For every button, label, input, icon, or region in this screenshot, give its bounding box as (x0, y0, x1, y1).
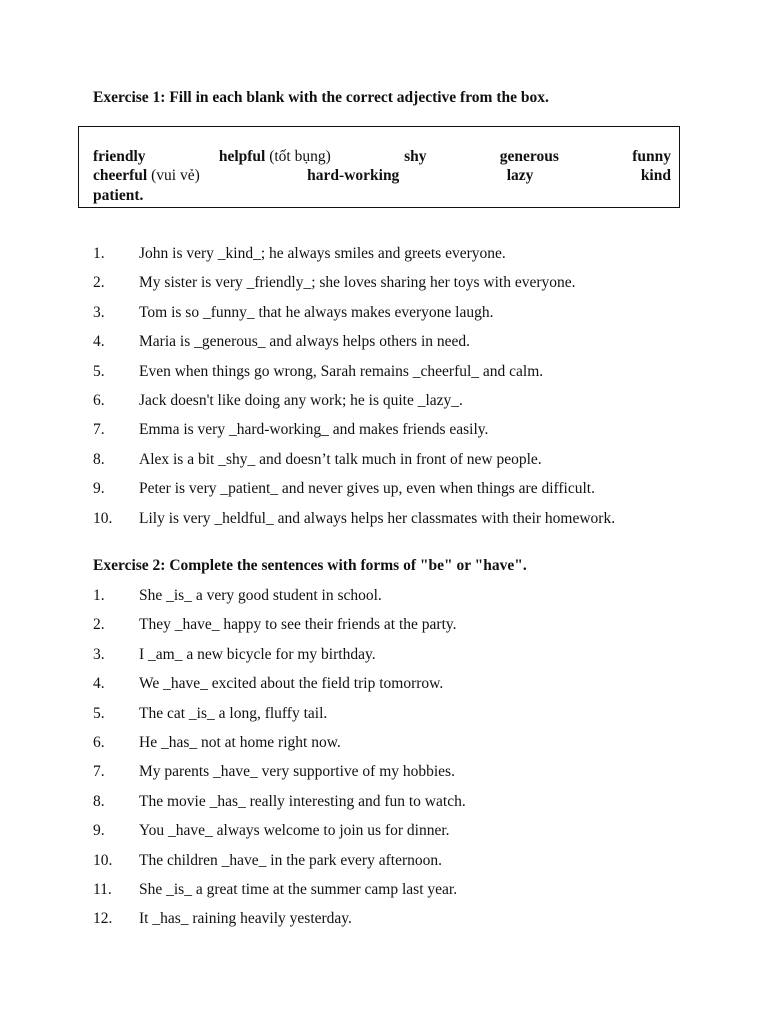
item-number: 6. (93, 391, 105, 409)
item-sentence: He _has_ not at home right now. (139, 733, 341, 751)
item-sentence: The movie _has_ really interesting and fun to watch. (139, 792, 466, 810)
list-item (93, 303, 674, 332)
word-box-row-3 (93, 186, 671, 206)
word-box (78, 126, 680, 208)
word-box-row-2 (93, 166, 671, 186)
item-sentence: She _is_ a great time at the summer camp last year. (139, 880, 458, 898)
item-sentence: It _has_ raining heavily yesterday. (139, 910, 352, 928)
item-sentence: Jack doesn't like doing any work; he is quite _lazy_. (139, 391, 463, 409)
list-item (93, 851, 674, 880)
word-box-item: kind (640, 167, 671, 184)
exercise1-list (93, 244, 674, 549)
exercise1-heading: Exercise 1: Fill in each blank with the correct adjective from the box. (93, 89, 549, 106)
word-box-item: hard-working (307, 167, 400, 184)
item-number: 9. (93, 822, 105, 840)
list-item (93, 909, 674, 938)
item-sentence: They _have_ happy to see their friends at the party. (139, 616, 457, 634)
item-number: 2. (93, 274, 105, 292)
word-box-item: shy (404, 148, 427, 165)
list-item (93, 479, 674, 508)
item-sentence: We _have_ excited about the field trip tomorrow. (139, 675, 444, 693)
item-number: 9. (93, 480, 105, 498)
item-sentence: Emma is very _hard-working_ and makes friends easily. (139, 421, 489, 439)
exercise2-list (93, 586, 674, 939)
item-sentence: Alex is a bit _shy_ and doesn’t talk much in front of new people. (139, 450, 542, 468)
exercise2-heading: Exercise 2: Complete the sentences with forms of "be" or "have". (93, 557, 527, 574)
list-item (93, 674, 674, 703)
word-box-item: lazy (506, 167, 534, 184)
list-item (93, 391, 674, 420)
item-sentence: Lily is very _heldful_ and always helps her classmates with their homework. (139, 509, 616, 527)
item-number: 1. (93, 587, 105, 604)
item-sentence: The cat _is_ a long, fluffy tail. (139, 704, 328, 722)
item-number: 5. (93, 362, 105, 380)
item-number: 4. (93, 675, 105, 693)
item-sentence: Maria is _generous_ and always helps others in need. (139, 333, 471, 351)
item-number: 10. (93, 851, 113, 869)
list-item (93, 792, 674, 821)
item-sentence: I _am_ a new bicycle for my birthday. (139, 645, 376, 663)
list-item (93, 704, 674, 733)
list-item (93, 332, 674, 361)
item-number: 11. (93, 880, 112, 898)
item-number: 3. (93, 645, 105, 663)
item-sentence: My parents _have_ very supportive of my hobbies. (139, 763, 455, 781)
list-item (93, 733, 674, 762)
list-item (93, 244, 674, 273)
list-item (93, 615, 674, 644)
item-number: 8. (93, 792, 105, 810)
list-item (93, 586, 674, 615)
item-sentence: You _have_ always welcome to join us for dinner. (139, 822, 450, 840)
list-item (93, 762, 674, 791)
word-box-item: patient. (93, 187, 144, 204)
item-sentence: Tom is so _funny_ that he always makes everyone laugh. (139, 303, 494, 321)
list-item (93, 645, 674, 674)
word-box-item: generous (499, 148, 559, 165)
item-number: 7. (93, 763, 105, 781)
list-item (93, 509, 674, 549)
list-item (93, 821, 674, 850)
word-box-item: friendly (93, 148, 146, 165)
item-sentence: My sister is very _friendly_; she loves sharing her toys with everyone. (139, 274, 576, 292)
item-number: 2. (93, 616, 105, 634)
list-item (93, 880, 674, 909)
item-number: 8. (93, 450, 105, 468)
item-wrapped (93, 509, 674, 529)
item-number: 12. (93, 910, 113, 928)
item-number: 5. (93, 704, 105, 722)
word-box-item: helpful (tốt bụng) (218, 148, 331, 165)
item-number: 7. (93, 421, 105, 439)
item-sentence: John is very _kind_; he always smiles and greets everyone. (139, 245, 506, 262)
list-item (93, 273, 674, 302)
item-number: 4. (93, 333, 105, 351)
word-box-row-1 (93, 147, 671, 167)
word-box-item: cheerful (vui vẻ) (93, 167, 200, 184)
item-sentence: She _is_ a very good student in school. (139, 587, 382, 604)
item-number: 3. (93, 303, 105, 321)
item-number: 10. (93, 509, 113, 527)
list-item (93, 420, 674, 449)
list-item (93, 450, 674, 479)
item-number: 6. (93, 733, 105, 751)
item-sentence: The children _have_ in the park every afternoon. (139, 851, 442, 869)
list-item (93, 362, 674, 391)
item-sentence: Peter is very _patient_ and never gives up, even when things are difficult. (139, 480, 595, 498)
exercise1-section (93, 88, 674, 108)
item-number: 1. (93, 245, 105, 262)
word-box-item: funny (632, 148, 671, 165)
item-sentence: Even when things go wrong, Sarah remains _cheerful_ and calm. (139, 362, 544, 380)
